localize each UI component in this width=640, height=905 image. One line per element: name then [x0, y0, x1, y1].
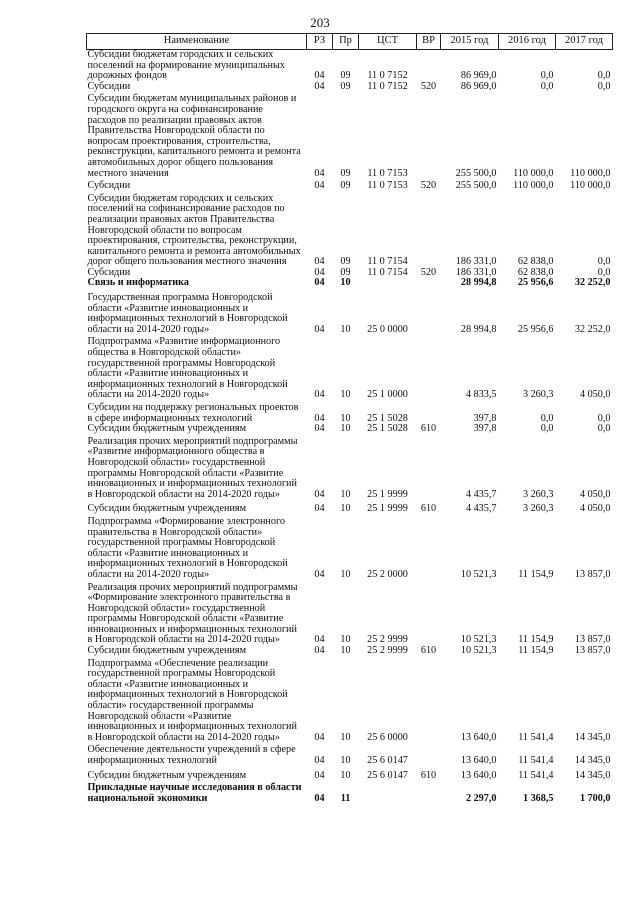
row-pr: 10: [340, 634, 351, 646]
row-name: Субсидии бюджетным учреждениям: [87, 423, 247, 435]
table-row: [87, 82, 613, 93]
row-vr: 610: [420, 645, 437, 657]
row-2015: 28 994,8: [460, 323, 497, 335]
row-2016: 0,0: [540, 412, 554, 424]
row-2017: 4 050,0: [579, 488, 611, 500]
row-cst: 25 6 0000: [367, 731, 408, 743]
row-vr: 520: [420, 80, 437, 92]
row-2017: 32 252,0: [574, 277, 611, 289]
row-cst: 25 1 9999: [367, 488, 408, 500]
row-2016: 110 000,0: [513, 180, 554, 192]
table-row: [87, 743, 613, 766]
row-cst: 11 0 7153: [367, 167, 408, 179]
row-vr: [417, 743, 441, 766]
row-vr: [417, 657, 441, 744]
row-2015: 186 331,0: [455, 266, 497, 278]
row-cst: [359, 278, 417, 289]
row-2017: 0,0: [597, 412, 611, 424]
row-2016: 62 838,0: [517, 256, 554, 268]
row-rz: 04: [314, 568, 325, 580]
table-row: [87, 92, 613, 179]
row-vr: [417, 581, 441, 647]
row-vr: 610: [420, 503, 437, 515]
row-cst: 11 0 7152: [367, 70, 408, 82]
row-name: Обеспечение деятельности учреждений в сфере информационных технологий: [87, 744, 296, 766]
row-cst: 11 0 7154: [367, 256, 408, 268]
row-vr: 610: [420, 423, 437, 435]
row-pr: 10: [340, 645, 351, 657]
header-cst: ЦСТ: [359, 34, 417, 50]
row-2017: 13 857,0: [574, 645, 611, 657]
row-cst: 25 1 9999: [367, 503, 408, 515]
row-2015: 255 500,0: [455, 167, 497, 179]
row-cst: 25 1 5028: [367, 423, 408, 435]
header-pr: Пр: [333, 34, 359, 50]
table-row: [87, 767, 613, 782]
row-cst: 25 1 0000: [367, 389, 408, 401]
row-2015: 86 969,0: [460, 70, 497, 82]
row-cst: 11 0 7152: [367, 80, 408, 92]
row-2016: 110 000,0: [513, 167, 554, 179]
row-2017: 0,0: [597, 80, 611, 92]
table-row: [87, 278, 613, 289]
row-rz: 04: [314, 256, 325, 268]
row-name: Субсидии бюджетам городских и сельских поселений на софинансирование расходов по реализации правовых актов Правительства Новгородской области по вопросам проектирования, строительства, реконструкции, капитального ремонта и ремонта автомобильных дорог общего пользования местного значения: [87, 192, 301, 268]
row-2016: 11 541,4: [518, 755, 554, 766]
row-rz: 04: [314, 769, 325, 781]
row-2016: 1 368,5: [522, 792, 554, 804]
row-2017: 14 345,0: [574, 755, 611, 766]
row-vr: [417, 335, 441, 401]
row-cst: [359, 781, 417, 804]
row-2016: 3 260,3: [522, 503, 554, 515]
row-2017: 0,0: [597, 70, 611, 82]
row-2016: 0,0: [540, 423, 554, 435]
row-name: Субсидии на поддержку региональных проектов в сфере информационных технологий: [87, 402, 299, 424]
row-vr: [417, 435, 441, 501]
row-2015: 13 640,0: [460, 731, 497, 743]
row-2017: 0,0: [597, 266, 611, 278]
header-rz: РЗ: [307, 34, 333, 50]
row-vr: 520: [420, 180, 437, 192]
row-name: Субсидии: [87, 180, 131, 192]
row-2017: 110 000,0: [570, 167, 611, 179]
row-rz: 04: [314, 277, 325, 289]
row-name: Реализация прочих мероприятий подпрограммы «Развитие информационного общества в Новгородской области» государственной программы Новгородской области «Развитие инновационных и информационных технологий в Новгородской области на 2014-2020 годы»: [87, 435, 298, 500]
row-2016: 11 541,4: [518, 731, 554, 743]
header-name: Наименование: [87, 34, 307, 50]
row-2015: 4 435,7: [465, 503, 497, 515]
table-row: [87, 179, 613, 192]
row-vr: [417, 50, 441, 82]
row-name: Субсидии бюджетным учреждениям: [87, 769, 247, 781]
table-row: [87, 289, 613, 335]
row-vr: 610: [420, 769, 437, 781]
row-rz: 04: [314, 167, 325, 179]
row-rz: 04: [314, 180, 325, 192]
row-rz: 04: [314, 412, 325, 424]
row-2015: 10 521,3: [460, 634, 497, 646]
row-pr: 09: [340, 167, 351, 179]
row-pr: 10: [340, 568, 351, 580]
row-2015: 13 640,0: [460, 755, 497, 766]
row-2017: 110 000,0: [570, 180, 611, 192]
row-pr: 09: [340, 70, 351, 82]
row-cst: 25 6 0147: [367, 769, 408, 781]
row-2016: 11 154,9: [518, 568, 554, 580]
row-2017: 0,0: [597, 423, 611, 435]
row-pr: 09: [340, 256, 351, 268]
row-2016: 11 541,4: [518, 769, 554, 781]
row-pr: 09: [340, 180, 351, 192]
row-name: Субсидии: [87, 80, 131, 92]
row-name: Субсидии: [87, 266, 131, 278]
row-2015: 28 994,8: [460, 277, 497, 289]
table-row: [87, 646, 613, 657]
header-2015: 2015 год: [441, 34, 499, 50]
row-vr: [417, 289, 441, 335]
row-2017: 13 857,0: [574, 634, 611, 646]
table-row: [87, 50, 613, 82]
row-2015: 2 297,0: [465, 792, 497, 804]
row-2017: 13 857,0: [574, 568, 611, 580]
row-name: Подпрограмма «Обеспечение реализации государственной программы Новгородской области «Развитие инновационных и информационных технологий в Новгородской области» государственной программы Новгородской области «Развитие инновационных и информационных технологий в Новгородской области на 2014-2020 годы»: [87, 657, 297, 743]
row-rz: 04: [314, 731, 325, 743]
row-2015: 186 331,0: [455, 256, 497, 268]
row-rz: 04: [314, 755, 325, 766]
row-rz: 04: [314, 423, 325, 435]
row-cst: 25 0 0000: [367, 323, 408, 335]
row-vr: [417, 192, 441, 268]
row-2017: 32 252,0: [574, 323, 611, 335]
table-header-row: [87, 34, 613, 50]
row-rz: 04: [314, 266, 325, 278]
table-row: [87, 401, 613, 424]
row-name: Подпрограмма «Развитие информационного общества в Новгородской области» государственной программы Новгородской области «Развитие инновационных и информационных технологий в Новгородской области на 2014-2020 годы»: [87, 336, 288, 401]
row-rz: 04: [314, 488, 325, 500]
row-name: Подпрограмма «Формирование электронного правительства в Новгородской области» государственной программы Новгородской области «Развитие инновационных и информационных технологий в Новгородской области на 2014-2020 годы»: [87, 515, 288, 580]
row-vr: [417, 515, 441, 581]
row-pr: 10: [340, 769, 351, 781]
row-rz: 04: [314, 792, 325, 804]
row-2015: 4 435,7: [465, 488, 497, 500]
row-name: Реализация прочих мероприятий подпрограммы «Формирование электронного правительства в Новгородской области» государственной программы Новгородской области «Развитие инновационных и информационных технологий в Новгородской области на 2014-2020 годы»: [87, 581, 298, 646]
row-2015: 86 969,0: [460, 80, 497, 92]
row-cst: 25 1 5028: [367, 412, 408, 424]
row-2016: 62 838,0: [517, 266, 554, 278]
row-pr: 09: [340, 266, 351, 278]
row-rz: 04: [314, 389, 325, 401]
row-2015: 10 521,3: [460, 645, 497, 657]
row-pr: 10: [340, 755, 351, 766]
table-row: [87, 435, 613, 501]
row-pr: 10: [340, 488, 351, 500]
row-2017: 4 050,0: [579, 389, 611, 401]
row-2015: 255 500,0: [455, 180, 497, 192]
row-cst: 25 2 9999: [367, 634, 408, 646]
row-cst: 11 0 7154: [367, 266, 408, 278]
row-name: Государственная программа Новгородской области «Развитие инновационных и информационных технологий в Новгородской области на 2014-2020 годы»: [87, 292, 288, 335]
row-2015: 13 640,0: [460, 769, 497, 781]
page-number: 203: [310, 15, 330, 30]
table-row: [87, 515, 613, 581]
row-rz: 04: [314, 70, 325, 82]
row-vr: [417, 401, 441, 424]
row-2017: 1 700,0: [579, 792, 611, 804]
row-2015: 397,8: [473, 423, 497, 435]
row-rz: 04: [314, 503, 325, 515]
row-cst: 11 0 7153: [367, 180, 408, 192]
row-2016: 0,0: [540, 70, 554, 82]
row-2016: 11 154,9: [518, 634, 554, 646]
row-pr: 10: [340, 389, 351, 401]
row-cst: 25 6 0147: [367, 755, 408, 766]
row-2016: 11 154,9: [518, 645, 554, 657]
budget-table: [86, 33, 613, 804]
row-name: Субсидии бюджетам муниципальных районов и городского округа на софинансирование расходов по реализации правовых актов Правительства Новгородской области по вопросам проектирования, строительства, реконструкции, капитального ремонта и ремонта автомобильных дорог общего пользования местного значения: [87, 93, 301, 179]
row-2016: 25 956,6: [517, 277, 554, 289]
table-row: [87, 581, 613, 647]
row-2016: 3 260,3: [522, 488, 554, 500]
row-vr: [417, 781, 441, 804]
row-2015: 10 521,3: [460, 568, 497, 580]
row-2017: 4 050,0: [579, 503, 611, 515]
row-pr: 11: [340, 792, 351, 804]
header-2017: 2017 год: [556, 34, 613, 50]
row-pr: 10: [340, 423, 351, 435]
row-2015: 4 833,5: [465, 389, 497, 401]
table-row: [87, 424, 613, 435]
row-pr: 10: [340, 731, 351, 743]
table-row: [87, 781, 613, 804]
header-2016: 2016 год: [499, 34, 556, 50]
row-2017: 14 345,0: [574, 731, 611, 743]
row-name: Связь и информатика: [87, 277, 189, 289]
table-row: [87, 657, 613, 744]
row-pr: 10: [340, 503, 351, 515]
row-vr: 520: [420, 266, 437, 278]
row-2016: 3 260,3: [522, 389, 554, 401]
table-row: [87, 192, 613, 268]
row-cst: 25 2 0000: [367, 568, 408, 580]
table-row: [87, 335, 613, 401]
row-2017: 14 345,0: [574, 769, 611, 781]
row-pr: 09: [340, 80, 351, 92]
row-rz: 04: [314, 645, 325, 657]
row-vr: [417, 278, 441, 289]
row-name: Субсидии бюджетам городских и сельских поселений на формирование муниципальных дорожных фондов: [87, 49, 285, 82]
row-2015: 397,8: [473, 412, 497, 424]
row-cst: 25 2 9999: [367, 645, 408, 657]
row-pr: 10: [340, 323, 351, 335]
row-2017: 0,0: [597, 256, 611, 268]
row-pr: 10: [340, 412, 351, 424]
row-name: Субсидии бюджетным учреждениям: [87, 645, 247, 657]
row-rz: 04: [314, 80, 325, 92]
table-row: [87, 500, 613, 515]
row-pr: 10: [340, 277, 351, 289]
row-2016: 0,0: [540, 80, 554, 92]
row-name: Прикладные научные исследования в области национальной экономики: [87, 782, 302, 804]
row-vr: [417, 92, 441, 179]
row-rz: 04: [314, 634, 325, 646]
row-rz: 04: [314, 323, 325, 335]
row-2016: 25 956,6: [517, 323, 554, 335]
header-vr: ВР: [417, 34, 441, 50]
row-name: Субсидии бюджетным учреждениям: [87, 503, 247, 515]
